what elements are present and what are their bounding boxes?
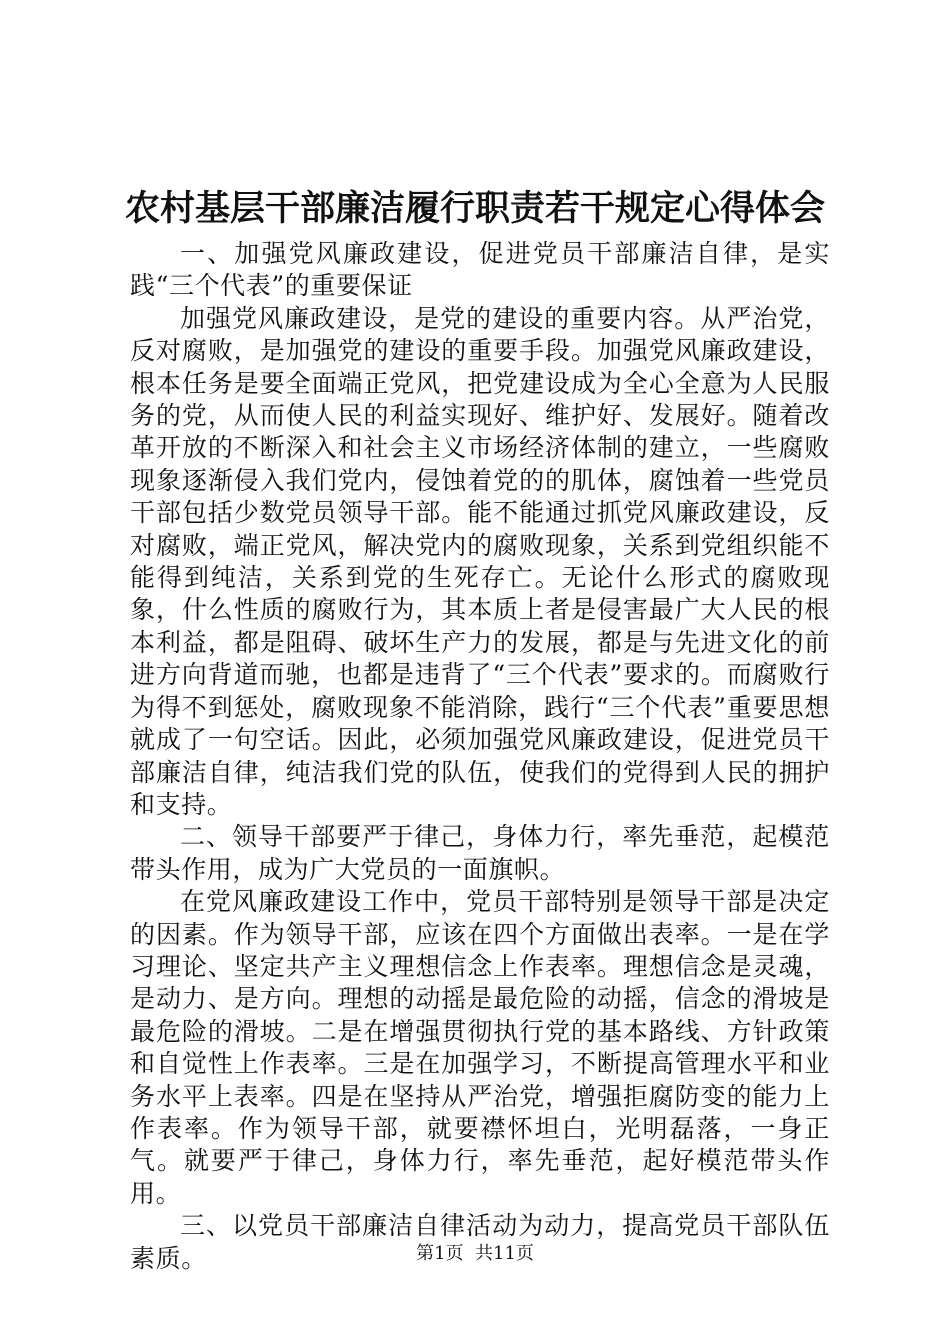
- paragraph-heading-1: 一、加强党风廉政建设，促进党员干部廉洁自律，是实践“三个代表”的重要保证: [130, 239, 830, 301]
- paragraph: 在党风廉政建设工作中，党员干部特别是领导干部是决定的因素。作为领导干部，应该在四个方面做出表率。一是在学习理论、坚定共产主义理想信念上作表率。理想信念是灵魂，是动力、是方向。理想的动摇是最危险的动摇，信念的滑坡是最危险的滑坡。二是在增强贯彻执行党的基本路线、方针政策和自觉性上作表率。三是在加强学习，不断提高管理水平和业务水平上表率。四是在坚持从严治党，增强拒腐防变的能力上作表率。作为领导干部，就要襟怀坦白，光明磊落，一身正气。就要严于律己，身体力行，率先垂范，起好模范带头作用。: [130, 887, 830, 1208]
- paragraph: 加强党风廉政建设，是党的建设的重要内容。从严治党，反对腐败，是加强党的建设的重要手段。加强党风廉政建设，根本任务是要全面端正党风，把党建设成为全心全意为人民服务的党，从而使人民的利益实现好、维护好、发展好。随着改革开放的不断深入和社会主义市场经济体制的建立，一些腐败现象逐渐侵入我们党内，侵蚀着党的的肌体，腐蚀着一些党员干部包括少数党员领导干部。能不能通过抓党风廉政建设，反对腐败，端正党风，解决党内的腐败现象，关系到党组织能不能得到纯洁，关系到党的生死存亡。无论什么形式的腐败现象，什么性质的腐败行为，其本质上者是侵害最广大人民的根本利益，都是阻碍、破坏生产力的发展，都是与先进文化的前进方向背道而驰，也都是违背了“三个代表”要求的。而腐败行为得不到惩处，腐败现象不能消除，践行“三个代表”重要思想就成了一句空话。因此，必须加强党风廉政建设，促进党员干部廉洁自律，纯洁我们党的队伍，使我们的党得到人民的拥护和支持。: [130, 303, 830, 819]
- page-footer: [0, 1242, 950, 1266]
- page-total: 共11页: [475, 1243, 534, 1264]
- document-body: [130, 238, 830, 1275]
- paragraph-heading-3: 三、以党员干部廉洁自律活动为动力，提高党员干部队伍素质。: [130, 1211, 830, 1273]
- paragraph-heading-2: 二、领导干部要严于律己，身体力行，率先垂范，起模范带头作用，成为广大党员的一面旗帜。: [130, 822, 830, 884]
- document-title: 农村基层干部廉洁履行职责若干规定心得体会: [124, 188, 825, 229]
- page-number: 第1页: [416, 1243, 464, 1264]
